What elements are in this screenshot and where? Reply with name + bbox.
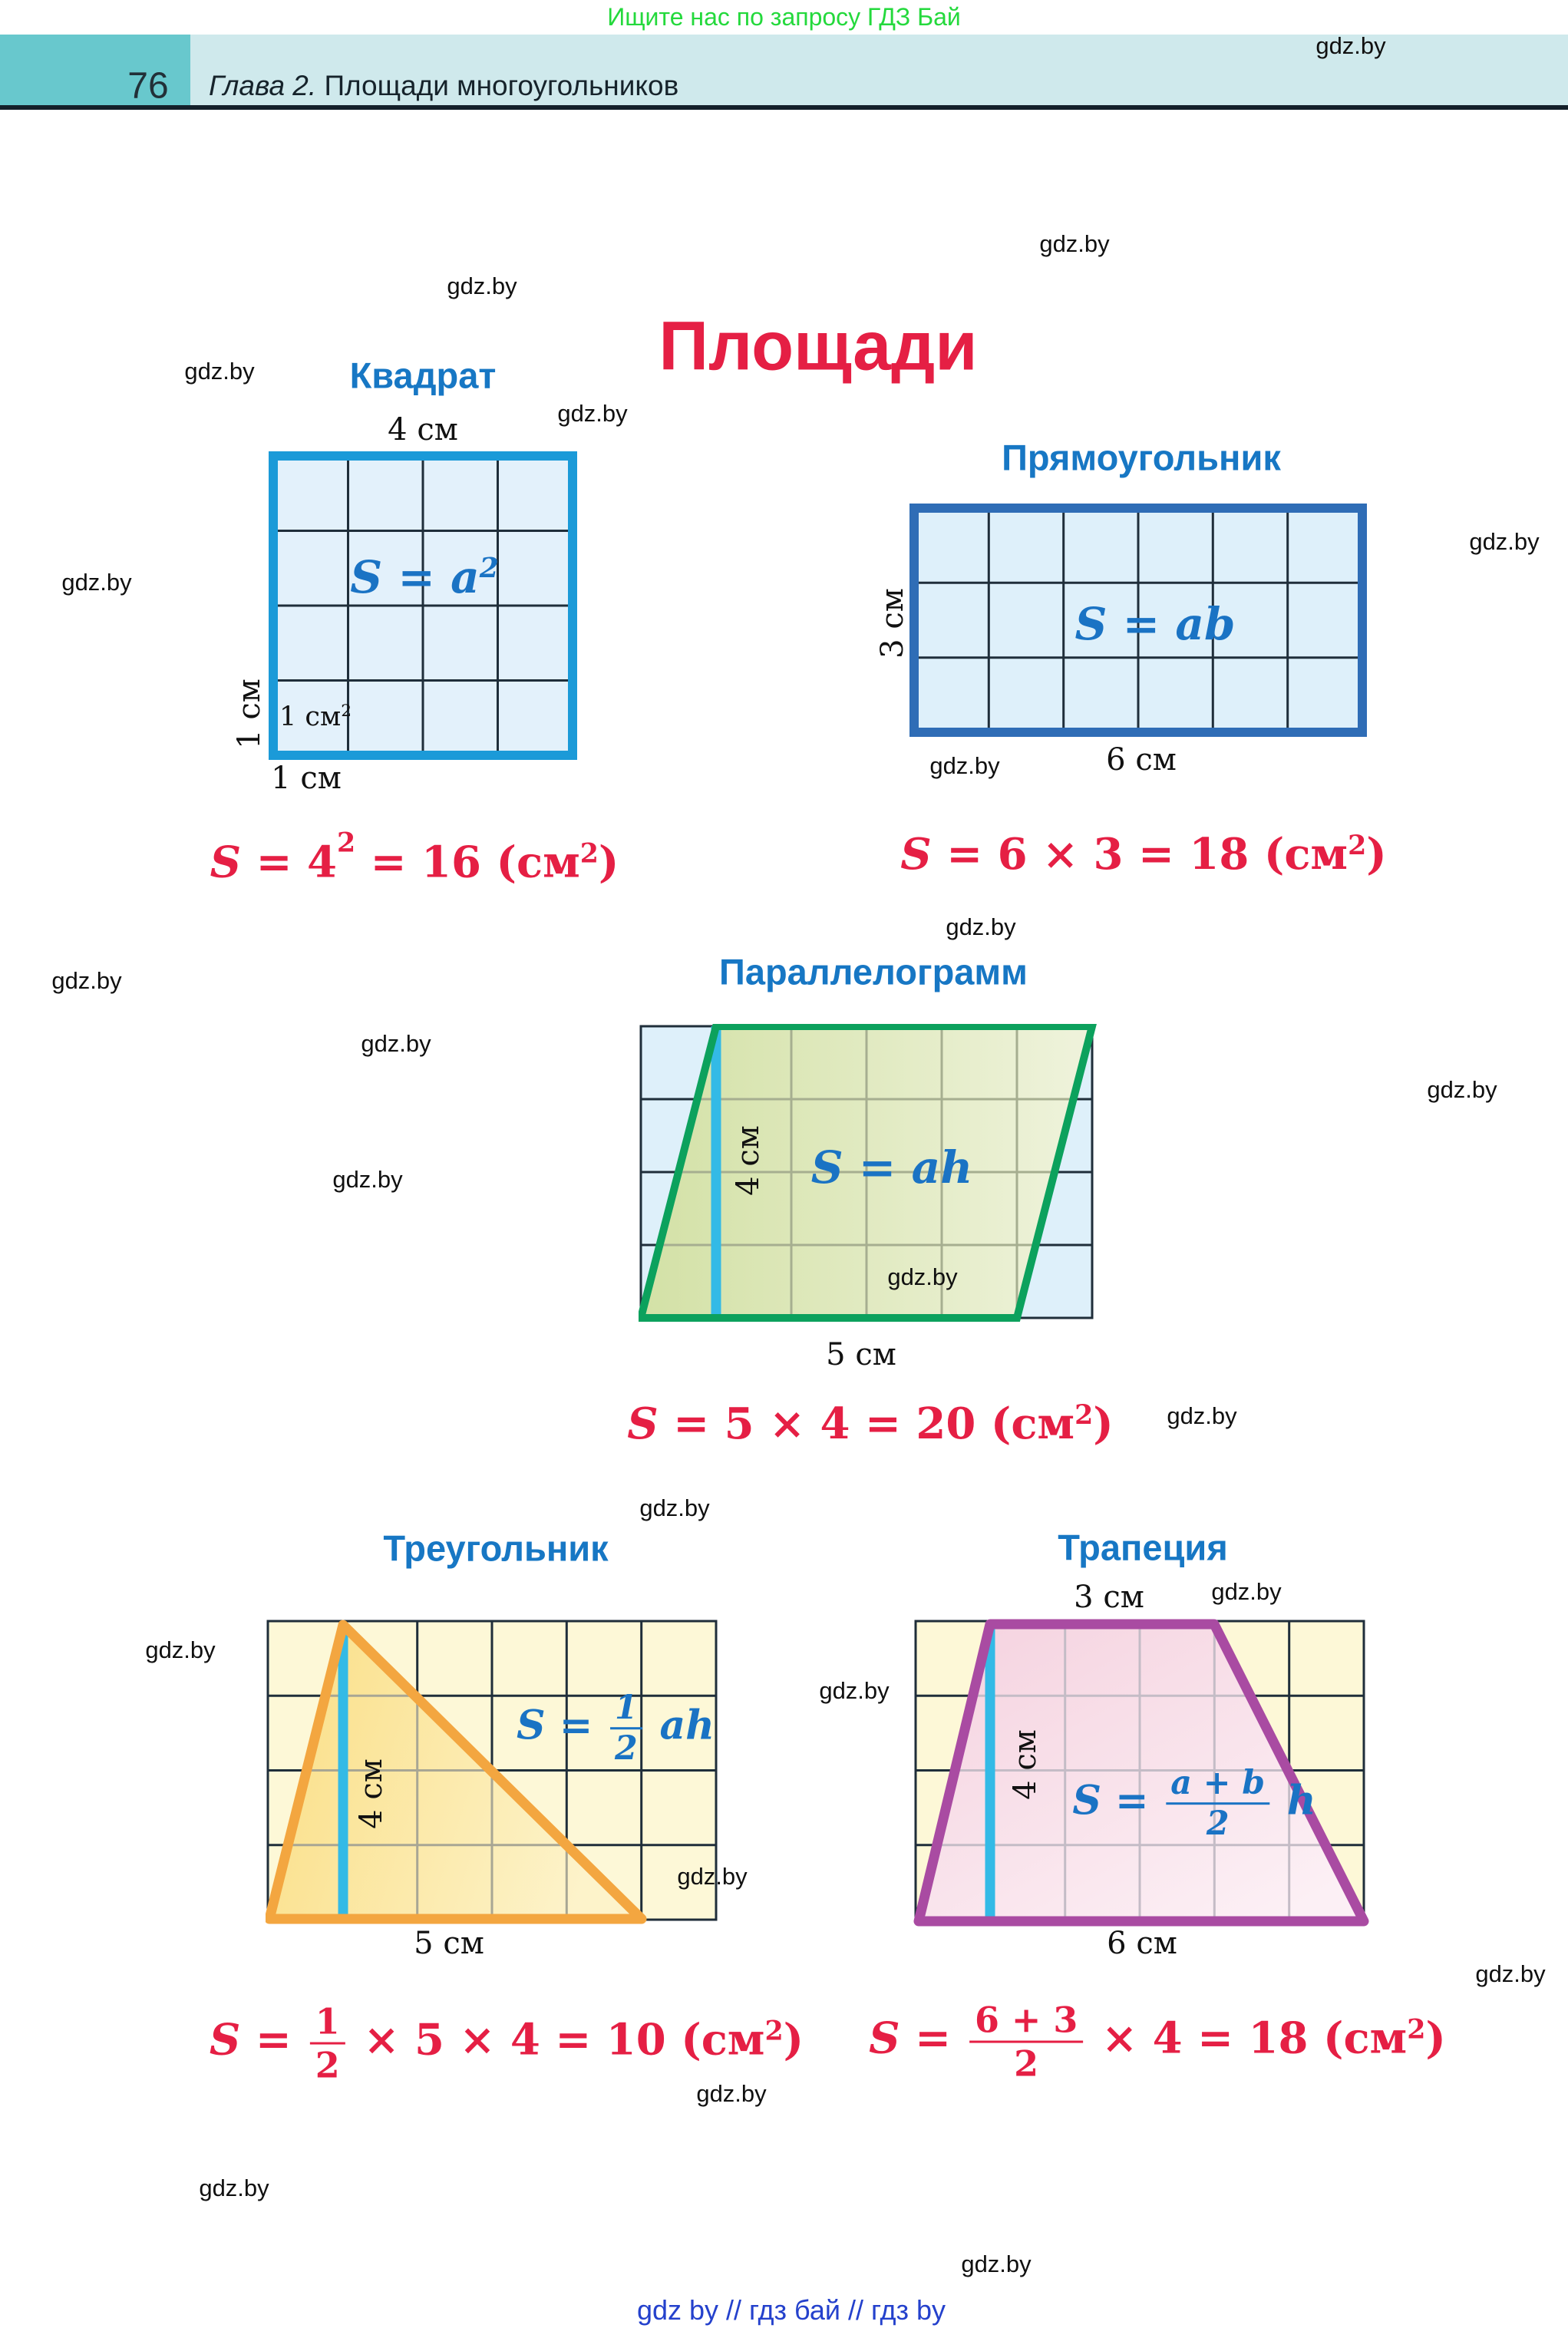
- parallelogram-height-dimension: 4 см: [731, 1125, 766, 1196]
- gdz-watermark: gdz.by: [1167, 1402, 1237, 1429]
- page-title: Площади: [659, 308, 978, 385]
- gdz-watermark: gdz.by: [361, 1030, 431, 1057]
- parallelogram-base-dimension: 5 см: [826, 1337, 896, 1372]
- rectangle-formula: S = ab: [1074, 598, 1236, 650]
- trapezoid-result-formula: S = $\frac{6 + 3}{2}$ × 4 = 18 $(см^2)$: [869, 1999, 1446, 2085]
- gdz-watermark: gdz.by: [145, 1636, 216, 1663]
- trapezoid-top-dimension: 3 см: [1074, 1580, 1144, 1615]
- square-unit-side-label: 1 см: [232, 679, 267, 749]
- chapter-title: Площади многоугольников: [316, 70, 679, 101]
- parallelogram-formula: S = ah: [810, 1141, 973, 1194]
- square-result-formula: $S = 4^2 = 16$ $(см^2)$: [210, 827, 619, 888]
- gdz-watermark: gdz.by: [1475, 1960, 1546, 1987]
- gdz-watermark: gdz.by: [184, 358, 255, 385]
- gdz-watermark: gdz.by: [447, 272, 517, 299]
- gdz-watermark: gdz.by: [639, 1494, 710, 1521]
- gdz-watermark: gdz.by: [961, 2250, 1032, 2277]
- chapter-breadcrumb: [209, 70, 678, 102]
- gdz-watermark: gdz.by: [1427, 1076, 1497, 1103]
- section-heading-trapezoid: Трапеция: [1058, 1527, 1228, 1568]
- gdz-watermark: gdz.by: [1469, 528, 1540, 555]
- gdz-watermark: gdz.by: [929, 752, 1000, 779]
- triangle-height-dimension: 4 см: [354, 1758, 389, 1829]
- rectangle-result-formula: S = 6 × 3 = 18 $(см^2)$: [900, 829, 1387, 880]
- section-heading-square: Квадрат: [349, 355, 497, 396]
- header-divider: [0, 105, 1568, 110]
- gdz-watermark: gdz.by: [1211, 1578, 1282, 1605]
- gdz-watermark: gdz.by: [51, 967, 122, 994]
- gdz-watermark: gdz.by: [887, 1263, 958, 1290]
- trapezoid-formula: S = $\frac{a + b}{2}$ h: [1072, 1764, 1316, 1844]
- gdz-watermark: gdz.by: [696, 2080, 767, 2107]
- gdz-watermark: gdz.by: [1039, 230, 1110, 257]
- triangle-base-dimension: 5 см: [414, 1926, 484, 1961]
- gdz-watermark: gdz.by: [677, 1863, 748, 1890]
- parallelogram-result-formula: S = 5 × 4 = 20 $(см^2)$: [627, 1399, 1114, 1449]
- gdz-watermark: gdz.by: [557, 400, 628, 427]
- gdz-watermark: gdz.by: [946, 913, 1016, 940]
- chapter-label: Глава 2.: [209, 70, 317, 101]
- section-heading-parallelogram: Параллелограмм: [719, 951, 1028, 992]
- triangle-result-formula: S = $\frac{1}{2}$ × 5 × 4 = 10 $(см^2)$: [209, 2000, 804, 2086]
- square-unit-cell-label: 1 $см^2$: [279, 702, 352, 732]
- gdz-watermark: gdz.by: [332, 1166, 403, 1193]
- trapezoid-base-dimension: 6 см: [1107, 1926, 1177, 1961]
- triangle-formula: S = $\frac{1}{2}$ ah: [517, 1689, 715, 1768]
- gdz-watermark: gdz.by: [61, 569, 132, 596]
- gdz-watermark: gdz.by: [819, 1677, 890, 1704]
- section-heading-rectangle: Прямоугольник: [1002, 437, 1281, 478]
- section-heading-triangle: Треугольник: [383, 1527, 609, 1569]
- gdz-watermark: gdz.by: [1315, 32, 1386, 59]
- square-top-dimension: 4 см: [388, 412, 458, 447]
- square-formula: $S = a^2$: [350, 551, 499, 603]
- rectangle-bottom-dimension: 6 см: [1106, 742, 1177, 778]
- gdz-watermark: gdz.by: [199, 2175, 269, 2201]
- page-number: 76: [127, 65, 169, 107]
- square-unit-bottom-label: 1 см: [271, 761, 342, 796]
- triangle-figure: [266, 1619, 723, 1927]
- promo-banner-text: Ищите нас по запросу ГДЗ Бай: [607, 3, 961, 31]
- rectangle-left-dimension: 3 см: [875, 588, 910, 659]
- footer-links[interactable]: gdz by // гдз бай // гдз by: [636, 2294, 946, 2326]
- trapezoid-height-dimension: 4 см: [1008, 1729, 1043, 1800]
